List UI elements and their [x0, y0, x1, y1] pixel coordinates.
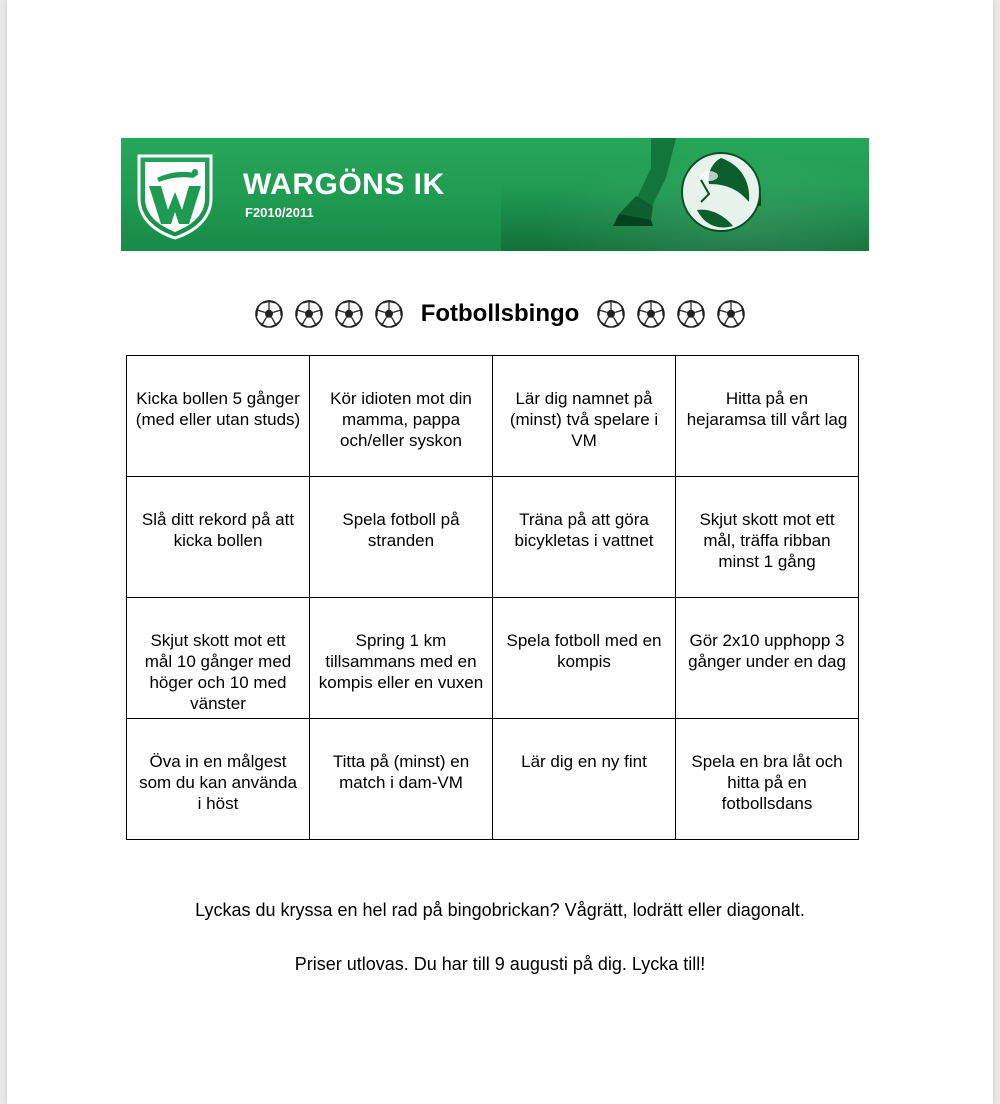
soccer-ball-icon — [596, 299, 626, 329]
soccer-ball-icon — [334, 299, 364, 329]
bingo-row — [127, 477, 859, 598]
bingo-card — [126, 355, 859, 840]
bingo-row — [127, 598, 859, 719]
soccer-ball-icon — [716, 299, 746, 329]
bingo-row — [127, 356, 859, 477]
bingo-title-row — [7, 294, 993, 334]
soccer-ball-icon — [374, 299, 404, 329]
bingo-cell: Spring 1 km tillsammans med en kompis eller en vuxen — [310, 598, 493, 719]
soccer-ball-icon — [676, 299, 706, 329]
soccer-ball-icon — [294, 299, 324, 329]
bingo-cell: Skjut skott mot ett mål, träffa ribban minst 1 gång — [676, 477, 859, 598]
bingo-row — [127, 719, 859, 840]
soccer-ball-icon — [636, 299, 666, 329]
bingo-cell: Skjut skott mot ett mål 10 gånger med höger och 10 med vänster — [127, 598, 310, 719]
bingo-cell: Gör 2x10 upphopp 3 gånger under en dag — [676, 598, 859, 719]
club-banner — [121, 138, 869, 251]
club-name: WARGÖNS IK — [243, 168, 445, 201]
bingo-cell: Kicka bollen 5 gånger (med eller utan studs) — [127, 356, 310, 477]
bingo-cell: Slå ditt rekord på att kicka bollen — [127, 477, 310, 598]
soccer-ball-image — [679, 150, 763, 234]
bingo-title: Fotbollsbingo — [420, 300, 580, 327]
bingo-cell: Spela fotboll på stranden — [310, 477, 493, 598]
team-age-group: F2010/2011 — [245, 205, 314, 220]
instructions-text: Lyckas du kryssa en hel rad på bingobrickan? Vågrätt, lodrätt eller diagonalt. — [195, 900, 805, 920]
bingo-cell: Spela en bra låt och hitta på en fotbollsdans — [676, 719, 859, 840]
bingo-cell: Titta på (minst) en match i dam-VM — [310, 719, 493, 840]
bingo-cell: Lär dig namnet på (minst) två spelare i VM — [493, 356, 676, 477]
bingo-cell: Träna på att göra bicykletas i vattnet — [493, 477, 676, 598]
bingo-cell: Lär dig en ny fint — [493, 719, 676, 840]
wargons-crest-logo — [135, 152, 215, 240]
prize-text: Priser utlovas. Du har till 9 augusti på dig. Lycka till! — [294, 954, 706, 974]
soccer-ball-icon — [254, 299, 284, 329]
bingo-cell: Spela fotboll med en kompis — [493, 598, 676, 719]
bingo-cell: Kör idioten mot din mamma, pappa och/eller syskon — [310, 356, 493, 477]
bingo-cell: Hitta på en hejaramsa till vårt lag — [676, 356, 859, 477]
bingo-cell: Öva in en målgest som du kan använda i höst — [127, 719, 310, 840]
